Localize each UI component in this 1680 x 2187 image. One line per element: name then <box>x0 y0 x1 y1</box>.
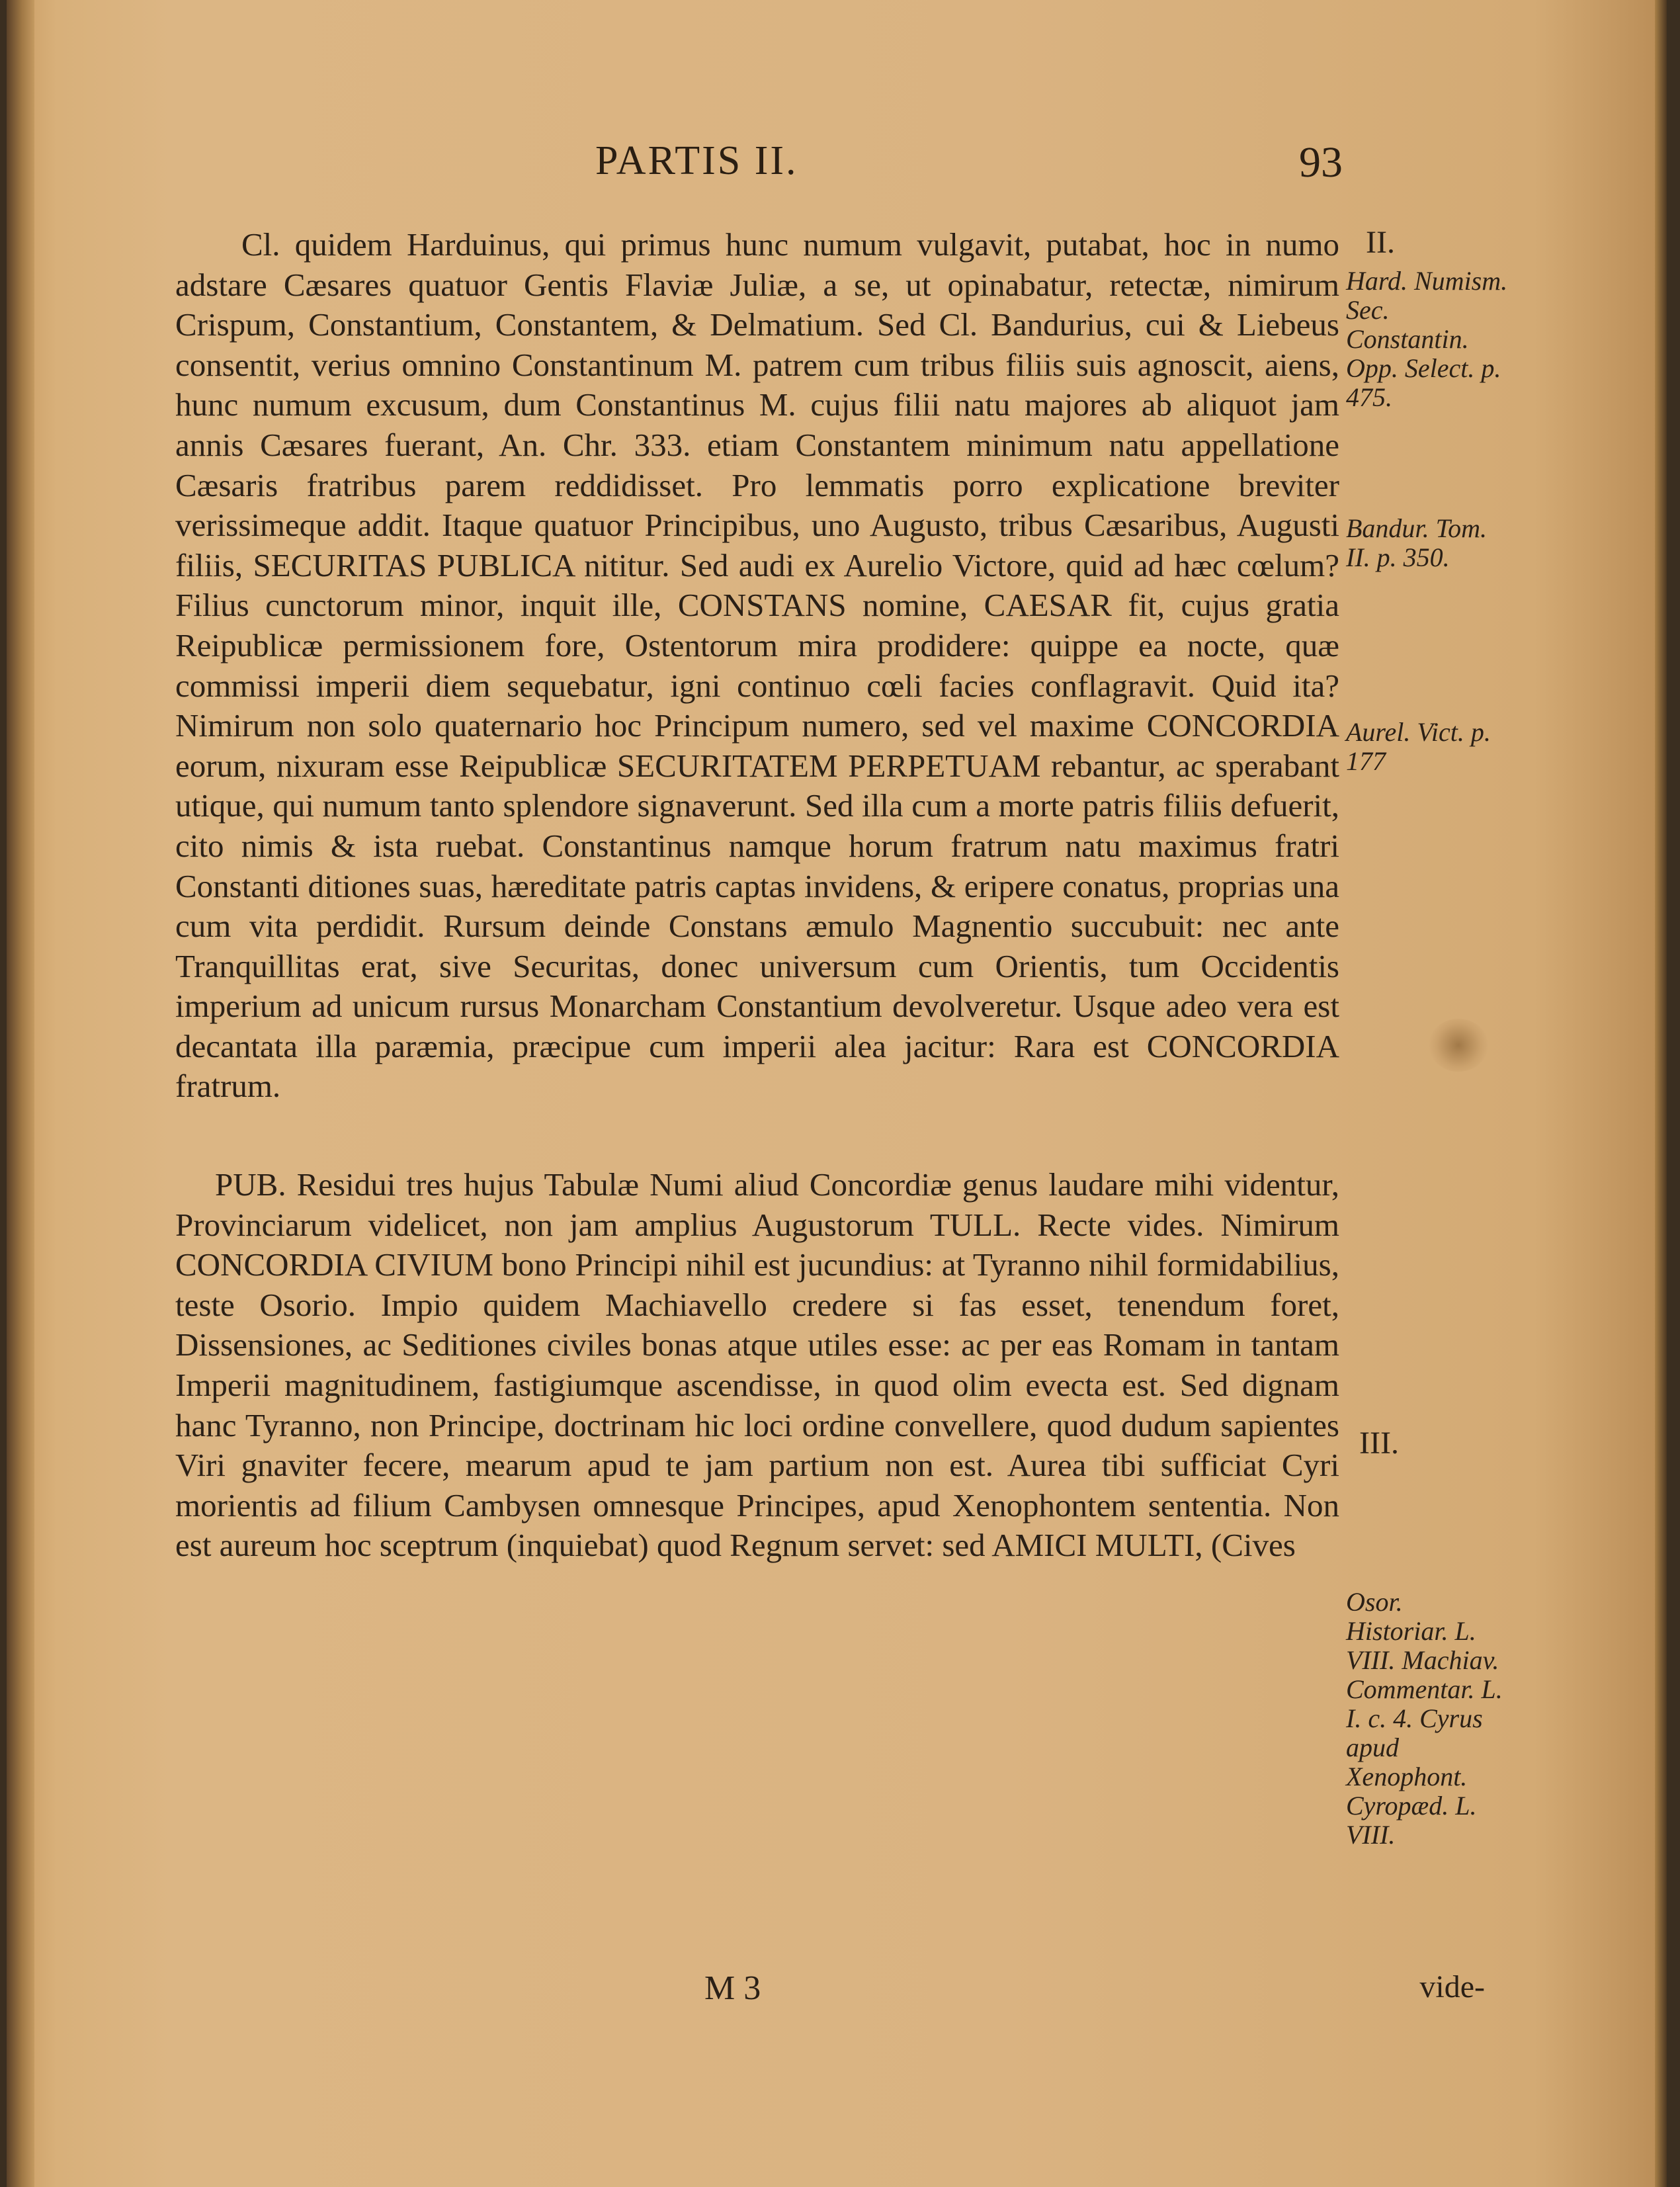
running-title: PARTIS II. <box>595 138 798 183</box>
section-number-3: III. <box>1359 1426 1399 1461</box>
margin-note-osorius: Osor. Historiar. L. VIII. Machiav. Commentar. L. I. c. 4. Cyrus apud Xenophont. Cyropæd. L. VIII. <box>1346 1587 1503 1850</box>
margin-note-harduinus: Hard. Numism. Sec. Constantin. Opp. Select. p. 475. <box>1346 266 1508 412</box>
main-text-column <box>175 225 1339 1566</box>
page-header <box>575 138 1369 197</box>
catchword: vide- <box>1419 1969 1485 2004</box>
section-number-2: II. <box>1366 225 1395 260</box>
paragraph-1: Cl. quidem Harduinus, qui primus hunc numum vulgavit, putabat, hoc in numo adstare Cæsares quatuor Gentis Flaviæ Juliæ, a se, ut opinabatur, retectæ, nimirum Crispum, Constantium, Constantem, & Delmatium. Sed Cl. Bandurius, cui & Liebeus consentit, verius omnino Constantinum M. patrem cum tribus filiis suis agnoscit, aiens, hunc numum excusum, dum Constantinus M. cujus filii natu majores ab aliquot jam annis Cæsares fuerant, An. Chr. 333. etiam Constantem minimum natu appellatione Cæsaris fratribus parem reddidisset. Pro lemmatis porro explicatione breviter verissimeque addit. Itaque quatuor Principibus, uno Augusto, tribus Cæsaribus, Augusti filiis, SECURITAS PUBLICA nititur. Sed audi ex Aurelio Victore, quid ad hæc cœlum? Filius cunctorum minor, inquit ille, CONSTANS nomine, CAESAR fit, cujus gratia Reipublicæ permissionem fore, Ostentorum mira prodidere: quippe ea nocte, quæ commissi imperii diem sequebatur, igni continuo cœli facies conflagravit. Quid ita? Nimirum non solo quaternario hoc Principum numero, sed vel maxime CONCORDIA eorum, nixuram esse Reipublicæ SECURITATEM PERPETUAM rebantur, ac sperabant utique, qui numum tanto splendore signaverunt. Sed illa cum a morte patris filiis defuerit, cito nimis & ista ruebat. Constantinus namque horum fratrum natu maximus fratri Constanti ditiones suas, hæreditate patris captas invidens, & eripere conatus, proprias una cum vita perdidit. Rursum deinde Constans æmulo Magnentio succubuit: nec ante Tranquillitas erat, sive Securitas, donec universum cum Orientis, tum Occidentis imperium ad unicum rursus Monarcham Constantium devolveretur. Usque adeo vera est decantata illa paræmia, præcipue cum imperii alea jacitur: Rara est CONCORDIA fratrum. <box>175 226 1339 1105</box>
previous-page-edge <box>7 0 34 2187</box>
signature-mark: M 3 <box>704 1969 761 2007</box>
book-page <box>7 0 1667 2187</box>
paper-stain <box>1429 1019 1488 1072</box>
margin-note-bandurius: Bandur. Tom. II. p. 350. <box>1346 513 1488 572</box>
page-edge-shadow <box>1655 0 1667 2187</box>
margin-note-aurelius: Aurel. Vict. p. 177 <box>1346 717 1491 776</box>
paragraph-2: PUB. Residui tres hujus Tabulæ Numi aliud Concordiæ genus laudare mihi videntur, Provinciarum videlicet, non jam amplius Augustorum TULL. Recte vides. Nimirum CONCORDIA CIVIUM bono Principi nihil est jucundius: at Tyranno nihil formidabilius, teste Osorio. Impio quidem Machiavello credere si fas esset, tenendum foret, Dissensiones, ac Seditiones civiles bonas atque utiles esse: ac per eas Romam in tantam Imperii magnitudinem, fastigiumque ascendisse, in quod olim evecta est. Sed dignam hanc Tyranno, non Principe, doctrinam hic loci ordine convellere, quod dudum sapientes Viri gnaviter fecere, mearum apud te jam partium non est. Aurea tibi sufficiat Cyri morientis ad filium Cambysen omnesque Principes, apud Xenophontem sententia. Non est aureum hoc sceptrum (inquiebat) quod Regnum servet: sed AMICI MULTI, (Cives <box>175 1166 1339 1564</box>
page-footer <box>175 1969 1485 2015</box>
page-number: 93 <box>1299 138 1343 187</box>
